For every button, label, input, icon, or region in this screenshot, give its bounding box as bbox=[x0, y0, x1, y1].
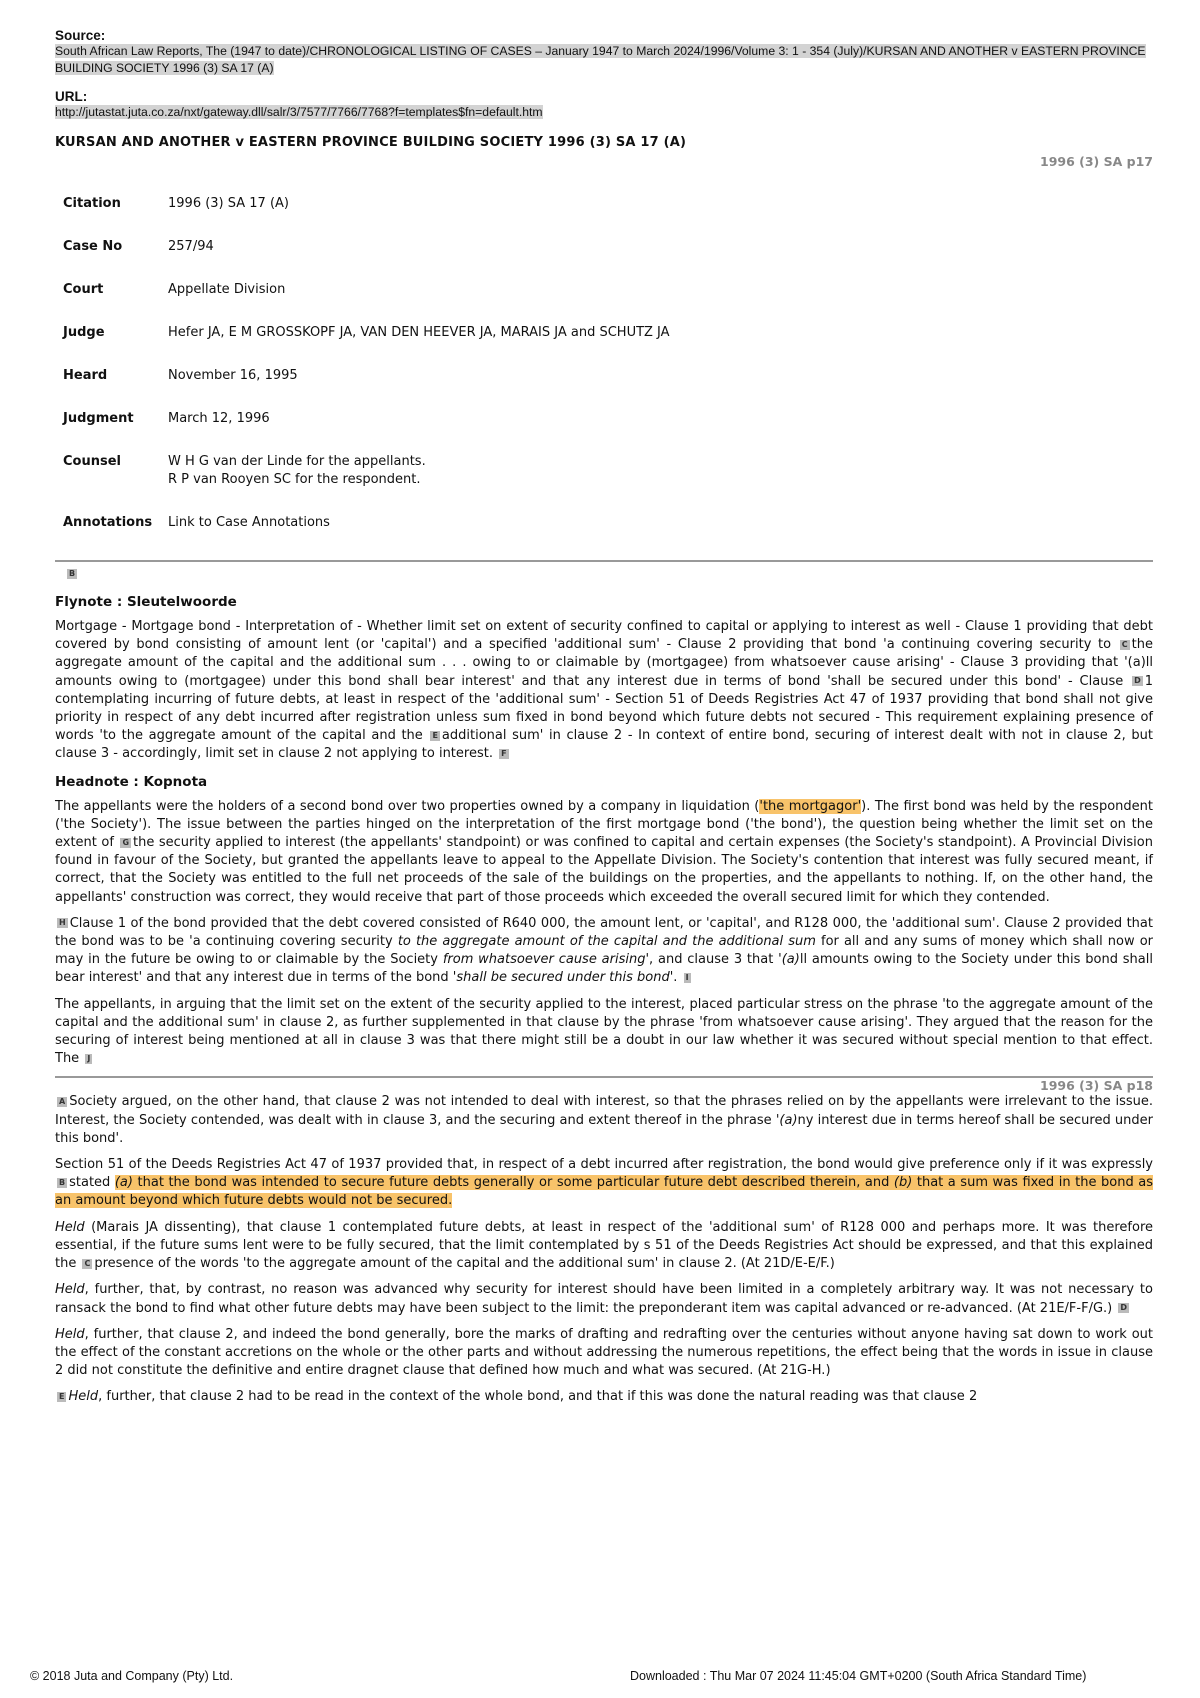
meta-key: Court bbox=[63, 282, 104, 297]
highlighted-text: 'the mortgagor' bbox=[759, 798, 862, 814]
meta-value: 1996 (3) SA 17 (A) bbox=[168, 196, 289, 211]
meta-row-annotations bbox=[55, 514, 670, 557]
meta-row-counsel bbox=[55, 453, 670, 514]
letter-marker: D bbox=[1120, 1303, 1128, 1312]
meta-value: Hefer JA, E M GROSSKOPF JA, VAN DEN HEEVER JA, MARAIS JA and SCHUTZ JA bbox=[168, 325, 670, 340]
counsel-respondent: R P van Rooyen SC for the respondent. bbox=[168, 472, 421, 487]
headnote-paragraph: Section 51 of the Deeds Registries Act 47 of 1937 provided that, in respect of a debt incurred after registration, the bond would give preference only if it was expressly B stated (a) that the bond was intended to secure future debts generally or some particular future debt described therein, and (b) that a sum was fixed in the bond as an amount beyond which future debts would not be secured. bbox=[55, 1157, 1153, 1209]
headnote-paragraph: Held, further, that, by contrast, no reason was advanced why security for interest should have been limited in a completely arbitrary way. It was not necessary to ransack the bond to find what other future debts may have been subject to the limit: the preponderant item was capital advanced or re-advanced. (At 21E/F-F/G.) D bbox=[55, 1282, 1153, 1316]
headnote-paragraph: A Society argued, on the other hand, that clause 2 was not intended to deal with interest, so that the phrases relied on by the appellants were irrelevant to the issue. Interest, the Society contended, was dealt with in clause 3, and the securing and extent thereof in the phrase '(a)ny interest due in terms hereof shall be secured under this bond'. bbox=[55, 1094, 1153, 1146]
meta-key: Heard bbox=[63, 368, 108, 383]
headnote-heading: Headnote : Kopnota bbox=[55, 773, 208, 790]
letter-marker: C bbox=[84, 1258, 91, 1268]
meta-row-judge bbox=[55, 324, 670, 367]
meta-value bbox=[168, 453, 670, 514]
letter-marker: I bbox=[685, 972, 689, 982]
counsel-appellants: W H G van der Linde for the appellants. bbox=[168, 454, 426, 469]
letter-marker: D bbox=[1134, 676, 1141, 686]
letter-marker: F bbox=[501, 748, 507, 758]
source-text bbox=[55, 43, 1153, 77]
meta-key: Judge bbox=[63, 325, 105, 340]
footer-download-timestamp: Downloaded : Thu Mar 07 2024 11:45:04 GMT+0200 (South Africa Standard Time) bbox=[630, 1669, 1087, 1683]
headnote-paragraph: H Clause 1 of the bond provided that the debt covered consisted of R640 000, the amount lent, or 'capital', and R128 000, the 'additional sum'. Clause 2 provided that the bond was to be 'a continuing covering security to the aggregate amount of the capital and the additional sum for all and any sums of money which shall now or may in the future be owing to or claimable by the Society from whatsoever cause arising', and clause 3 that '(a)ll amounts owing to the Society under this bond shall bear interest' and that any interest due in terms of the bond 'shall be secured under this bond'. I bbox=[55, 915, 1154, 986]
meta-row-judgment bbox=[55, 410, 670, 453]
source-breadcrumb[interactable]: South African Law Reports, The (1947 to date)/CHRONOLOGICAL LISTING OF CASES – January 1947 to March 2024/1996/Volume 3: 1 - 354 (July)/KURSAN AND ANOTHER v EASTERN PROVINCE BUILDING SOCIETY 1996 (3) SA 17 (A) bbox=[55, 44, 1146, 75]
meta-key: Counsel bbox=[63, 454, 121, 469]
source-label: Source: bbox=[55, 28, 106, 43]
letter-marker: E bbox=[59, 1391, 65, 1401]
section-divider bbox=[55, 560, 1153, 562]
meta-value: March 12, 1996 bbox=[168, 411, 270, 426]
page-reference-p18: 1996 (3) SA p18 bbox=[1040, 1078, 1153, 1094]
letter-marker: E bbox=[432, 730, 438, 740]
meta-row-case-no bbox=[55, 238, 670, 281]
meta-key: Case No bbox=[63, 239, 123, 254]
meta-row-court bbox=[55, 281, 670, 324]
letter-marker: B bbox=[59, 1177, 66, 1187]
url-link[interactable]: http://jutastat.juta.co.za/nxt/gateway.dll/salr/3/7577/7766/7768?f=templates$fn=default.htm bbox=[55, 105, 543, 119]
letter-marker: A bbox=[59, 1096, 66, 1106]
highlighted-text: (a) that the bond was intended to secure future debts generally or some particular future debt described therein, and (b) that a sum was fixed in the bond as an amount beyond which future debts would not be secured. bbox=[55, 1175, 1153, 1209]
case-title: KURSAN AND ANOTHER v EASTERN PROVINCE BUILDING SOCIETY 1996 (3) SA 17 (A) bbox=[55, 135, 687, 150]
meta-key: Citation bbox=[63, 196, 121, 211]
meta-value: Appellate Division bbox=[168, 282, 286, 297]
letter-marker: B bbox=[69, 568, 76, 578]
marker-line bbox=[65, 566, 1153, 584]
url-text bbox=[55, 104, 1153, 121]
letter-marker: H bbox=[59, 918, 66, 928]
headnote-paragraph: Held (Marais JA dissenting), that clause 1 contemplated future debts, at least in respect of the 'additional sum' of R128 000 and perhaps more. It was therefore essential, if the future sums lent were to be fully secured, that the limit contemplated by s 51 of the Deeds Registries Act should be expressed, and that this explained the C presence of the words 'to the aggregate amount of the capital and the additional sum' in clause 2. (At 21D/E-E/F.) bbox=[55, 1219, 1153, 1272]
headnote-paragraph: The appellants, in arguing that the limit set on the extent of the security applied to the interest, placed particular stress on the phrase 'to the aggregate amount of the capital and the additional sum' in clause 2, as further supplemented in that clause by the phrase 'from whatsoever cause arising'. They argued that the reason for the securing of interest being mentioned at all in clause 3 was that there might still be a doubt in our law whether it was secured without special mention to that effect. The J bbox=[55, 996, 1153, 1067]
meta-row-citation bbox=[55, 195, 670, 238]
meta-value: 257/94 bbox=[168, 239, 214, 254]
letter-marker: G bbox=[122, 837, 130, 847]
footer-copyright: © 2018 Juta and Company (Pty) Ltd. bbox=[30, 1669, 234, 1683]
meta-value: November 16, 1995 bbox=[168, 368, 298, 383]
url-label: URL: bbox=[55, 89, 88, 104]
headnote-paragraph: Held, further, that clause 2, and indeed the bond generally, bore the marks of drafting and redrafting over the centuries without anyone having sat down to work out the effect of the constant accretions on the whole or the other parts and without addressing the numerous repetitions, the effect being that the words in issue in clause 2 did not constitute the definitive and entire dragnet clause that defined how much and what was secured. (At 21G-H.) bbox=[55, 1326, 1153, 1379]
meta-row-heard bbox=[55, 367, 670, 410]
meta-key: Annotations bbox=[63, 515, 153, 530]
flynote-heading: Flynote : Sleutelwoorde bbox=[55, 594, 237, 610]
letter-marker: J bbox=[87, 1053, 91, 1063]
letter-marker: C bbox=[1121, 639, 1128, 649]
case-metadata-table bbox=[55, 195, 670, 557]
page-reference-p17: 1996 (3) SA p17 bbox=[1040, 154, 1153, 169]
headnote-paragraph: The appellants were the holders of a second bond over two properties owned by a company in liquidation ('the mortgagor'). The first bond was held by the respondent ('the Society'). The issue between the parties hinged on the interpretation of the first mortgage bond ('the bond'), the question being whether the limit set on the extent of G the security applied to interest (the appellants' standpoint) or was confined to capital and certain expenses (the Society's standpoint). A Provincial Division found in favour of the Society, but granted the appellants leave to appeal to the Appellate Division. The Society's contention that interest was fully secured meant, if correct, that the Society was entitled to the full net proceeds of the sale of the buildings on the properties, and the appellants to nothing. If, on the other hand, the appellants' construction was correct, they would receive that part of those proceeds which exceeded the overall secured limit for which they contended. bbox=[55, 798, 1153, 905]
headnote-paragraph: E Held, further, that clause 2 had to be read in the context of the whole bond, and that if this was done the natural reading was that clause 2 bbox=[59, 1389, 978, 1405]
annotations-link[interactable]: Link to Case Annotations bbox=[168, 515, 330, 530]
document-page bbox=[55, 28, 1153, 1415]
meta-key: Judgment bbox=[63, 411, 134, 426]
flynote-paragraph: Mortgage - Mortgage bond - Interpretation of - Whether limit set on extent of security confined to capital or applying to interest as well - Clause 1 providing that debt covered by bond consisting of amount lent (or 'capital') and a specified 'additional sum' - Clause 2 providing that bond 'a continuing covering security to C the aggregate amount of the capital and the additional sum . . . owing to or claimable by (mortgagee) from whatsoever cause arising' - Clause 3 providing that '(a)ll amounts owing to (mortgagee) under this bond shall bear interest' and that any interest due in terms of bond 'shall be secured under this bond' - Clause D 1 contemplating incurring of future debts, at least in respect of the 'additional sum' - Section 51 of Deeds Registries Act 47 of 1937 providing that bond shall not give priority in respect of any debt incurred after registration unless sum fixed in bond beyond which future debts not secured - This requirement explaining presence of words 'to the aggregate amount of the capital and the E additional sum' in clause 2 - In context of entire bond, securing of interest dealt with not in clause 2, but clause 3 - accordingly, limit set in clause 2 not applying to interest. F bbox=[55, 619, 1153, 762]
